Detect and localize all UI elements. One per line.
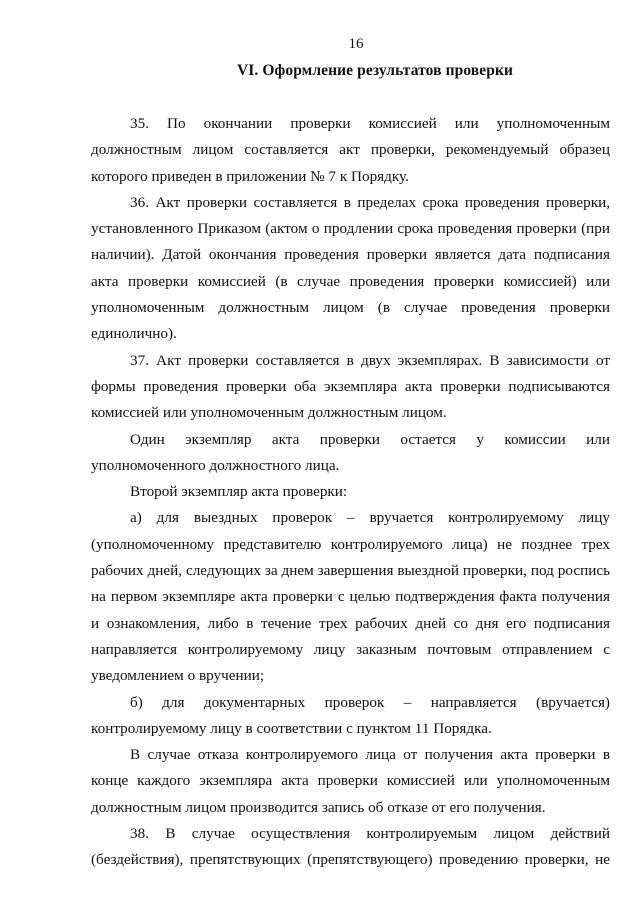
paragraph-37-item-a: а) для выездных проверок – вручается контролируемому лицу (уполномоченному представителю контролируемого лица) не позднее трех рабочих дней, следующих за днем завершения выездной проверки, под роспись на первом экземпляре акта проверки с целью подтверждения факта получения и ознакомления, либо в течение трех рабочих дней со дня его подписания направляется контролируемому лицу заказным почтовым отправлением с уведомлением о вручении; — [91, 509, 610, 685]
section-title: VI. Оформление результатов проверки — [236, 62, 514, 79]
paragraph-38-container — [91, 821, 610, 873]
paragraph-37-refusal: В случае отказа контролируемого лица от получения акта проверки в конце каждого экземпляра акта проверки комиссией или уполномоченным должностным лицом производится запись об отказе от его получения. — [91, 746, 610, 816]
paragraph-37: 37. Акт проверки составляется в двух экземплярах. В зависимости от формы проведения проверки оба экземпляра акта проверки подписываются комиссией или уполномоченным должностным лицом. — [91, 351, 610, 422]
paragraph-37-copy-two: Второй экземпляр акта проверки: — [130, 483, 348, 501]
paragraph-38: 38. В случае осуществления контролируемым лицом действий (бездействия), препятствующих (препятствующего) проведению проверки, не — [91, 825, 610, 869]
paragraph-35: 35. По окончании проверки комиссией или уполномоченным должностным лицом составляется акт проверки, рекомендуемый образец которого приведен в приложении № 7 к Порядку. — [91, 115, 610, 185]
paragraph-36: 36. Акт проверки составляется в пределах срока проведения проверки, установленного Приказом (актом о продлении срока проведения проверки (при наличии). Датой окончания проведения проверки является дата подписания акта проверки комиссией (в случае проведения проверки комиссией) или уполномоченным должностным лицом (в случае проведения проверки единолично). — [91, 193, 610, 343]
paragraph-37-copy-one: Один экземпляр акта проверки остается у комиссии или уполномоченного должностного лица. — [91, 430, 610, 474]
page-number: 16 — [348, 36, 364, 52]
document-body — [91, 111, 610, 873]
paragraph-37-item-b: б) для документарных проверок – направляется (вручается) контролируемому лицу в соответствии с пунктом 11 Порядка. — [91, 693, 610, 737]
